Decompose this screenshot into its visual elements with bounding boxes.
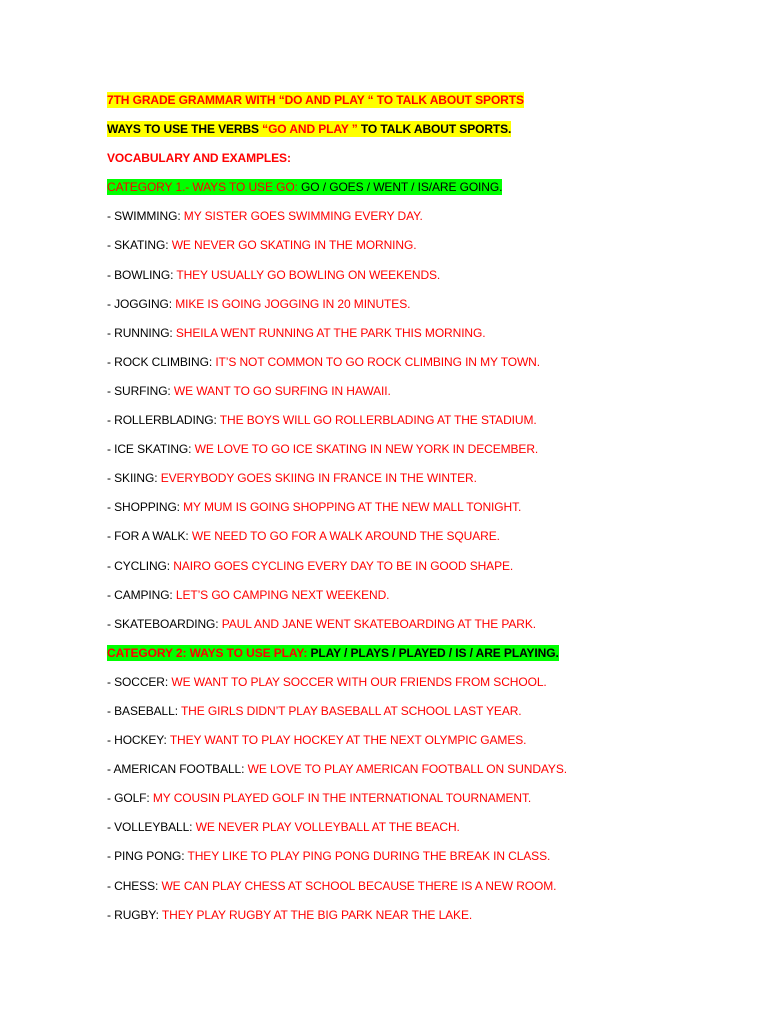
list-item — [107, 470, 727, 499]
list-item-example: WE NEVER PLAY VOLLEYBALL AT THE BEACH. — [195, 820, 460, 835]
list-item-example: WE LOVE TO PLAY AMERICAN FOOTBALL ON SUNDAYS. — [247, 762, 567, 777]
category-1-forms: GO / GOES / WENT / IS/ARE GOING. — [301, 180, 503, 195]
list-item-term: - BASEBALL: — [107, 703, 181, 718]
list-item-example: WE NEVER GO SKATING IN THE MORNING. — [171, 238, 417, 253]
list-item-term: - ROCK CLIMBING: — [107, 354, 216, 369]
subtitle-verbs: “GO AND PLAY ” — [262, 122, 358, 137]
list-item-example: MY SISTER GOES SWIMMING EVERY DAY. — [183, 209, 423, 224]
document-title: 7TH GRADE GRAMMAR WITH “DO AND PLAY “ TO TALK ABOUT SPORTS — [107, 93, 524, 107]
list-item — [107, 528, 727, 557]
list-item — [107, 412, 727, 441]
list-item-example: WE CAN PLAY CHESS AT SCHOOL BECAUSE THERE IS A NEW ROOM. — [161, 878, 557, 893]
list-item-example: MY COUSIN PLAYED GOLF IN THE INTERNATIONAL TOURNAMENT. — [152, 791, 532, 806]
category-2-list — [107, 674, 727, 936]
list-item — [107, 616, 727, 645]
list-item-example: SHEILA WENT RUNNING AT THE PARK THIS MORNING. — [175, 325, 486, 340]
list-item-term: - BOWLING: — [107, 267, 177, 282]
list-item-term: - SKIING: — [107, 471, 161, 486]
list-item — [107, 208, 727, 237]
list-item-term: - AMERICAN FOOTBALL: — [107, 762, 248, 777]
list-item — [107, 383, 727, 412]
list-item-term: - SKATEBOARDING: — [107, 616, 222, 631]
list-item-term: - VOLLEYBALL: — [107, 820, 196, 835]
list-item-example: IT’S NOT COMMON TO GO ROCK CLIMBING IN MY TOWN. — [215, 354, 540, 369]
list-item — [107, 848, 727, 877]
list-item-example: THEY USUALLY GO BOWLING ON WEEKENDS. — [176, 267, 441, 282]
list-item-example: THEY WANT TO PLAY HOCKEY AT THE NEXT OLYMPIC GAMES. — [169, 733, 527, 748]
list-item-example: THE GIRLS DIDN’T PLAY BASEBALL AT SCHOOL LAST YEAR. — [180, 703, 522, 718]
list-item — [107, 907, 727, 936]
list-item-term: - RUNNING: — [107, 325, 176, 340]
list-item-example: THE BOYS WILL GO ROLLERBLADING AT THE STADIUM. — [219, 413, 537, 428]
list-item-example: WE LOVE TO GO ICE SKATING IN NEW YORK IN DECEMBER. — [194, 442, 539, 457]
list-item-example: THEY PLAY RUGBY AT THE BIG PARK NEAR THE LAKE. — [161, 907, 473, 922]
list-item-term: - FOR A WALK: — [107, 529, 192, 544]
list-item — [107, 761, 727, 790]
list-item-example: WE WANT TO GO SURFING IN HAWAII. — [173, 383, 391, 398]
list-item — [107, 732, 727, 761]
list-item-term: - SHOPPING: — [107, 500, 184, 515]
list-item-term: - HOCKEY: — [107, 733, 170, 748]
list-item-example: MIKE IS GOING JOGGING IN 20 MINUTES. — [175, 296, 411, 311]
category-2-heading — [107, 645, 727, 674]
document-title-line — [107, 92, 727, 121]
list-item-term: - SKATING: — [107, 238, 172, 253]
list-item-example: THEY LIKE TO PLAY PING PONG DURING THE BREAK IN CLASS. — [187, 849, 551, 864]
list-item-term: - JOGGING: — [107, 296, 176, 311]
list-item — [107, 354, 727, 383]
vocabulary-heading: VOCABULARY AND EXAMPLES: — [107, 151, 291, 166]
list-item — [107, 296, 727, 325]
document-subtitle-line — [107, 121, 727, 150]
list-item-example: EVERYBODY GOES SKIING IN FRANCE IN THE WINTER. — [160, 471, 477, 486]
list-item — [107, 790, 727, 819]
list-item-term: - GOLF: — [107, 791, 153, 806]
list-item — [107, 441, 727, 470]
list-item-term: - ICE SKATING: — [107, 442, 195, 457]
list-item-example: NAIRO GOES CYCLING EVERY DAY TO BE IN GOOD SHAPE. — [173, 558, 514, 573]
category-1-heading — [107, 179, 727, 208]
category-2-label: CATEGORY 2: WAYS TO USE PLAY: — [107, 645, 311, 660]
list-item — [107, 325, 727, 354]
subtitle-post: TO TALK ABOUT SPORTS. — [357, 122, 512, 137]
list-item-term: - CAMPING: — [107, 587, 176, 602]
list-item — [107, 878, 727, 907]
list-item-term: - PING PONG: — [107, 849, 188, 864]
list-item-term: - SWIMMING: — [107, 209, 184, 224]
list-item-example: WE WANT TO PLAY SOCCER WITH OUR FRIENDS FROM SCHOOL. — [171, 674, 547, 689]
list-item-term: - CYCLING: — [107, 558, 174, 573]
list-item-term: - ROLLERBLADING: — [107, 413, 220, 428]
list-item — [107, 674, 727, 703]
list-item — [107, 499, 727, 528]
list-item — [107, 587, 727, 616]
subtitle-pre: WAYS TO USE THE VERBS — [107, 122, 263, 137]
list-item — [107, 558, 727, 587]
list-item-term: - RUGBY: — [107, 907, 162, 922]
list-item — [107, 819, 727, 848]
list-item — [107, 237, 727, 266]
document-page — [107, 92, 727, 936]
list-item-term: - SOCCER: — [107, 674, 172, 689]
category-2-forms: PLAY / PLAYS / PLAYED / IS / ARE PLAYING. — [310, 645, 559, 660]
list-item-term: - SURFING: — [107, 383, 174, 398]
list-item-example: WE NEED TO GO FOR A WALK AROUND THE SQUARE. — [191, 529, 500, 544]
category-1-label: CATEGORY 1.- WAYS TO USE GO: — [107, 180, 302, 195]
category-1-list — [107, 208, 727, 644]
list-item-example: MY MUM IS GOING SHOPPING AT THE NEW MALL TONIGHT. — [183, 500, 522, 515]
list-item-example: LET’S GO CAMPING NEXT WEEKEND. — [175, 587, 390, 602]
list-item — [107, 703, 727, 732]
list-item — [107, 267, 727, 296]
list-item-term: - CHESS: — [107, 878, 162, 893]
list-item-example: PAUL AND JANE WENT SKATEBOARDING AT THE PARK. — [221, 616, 537, 631]
